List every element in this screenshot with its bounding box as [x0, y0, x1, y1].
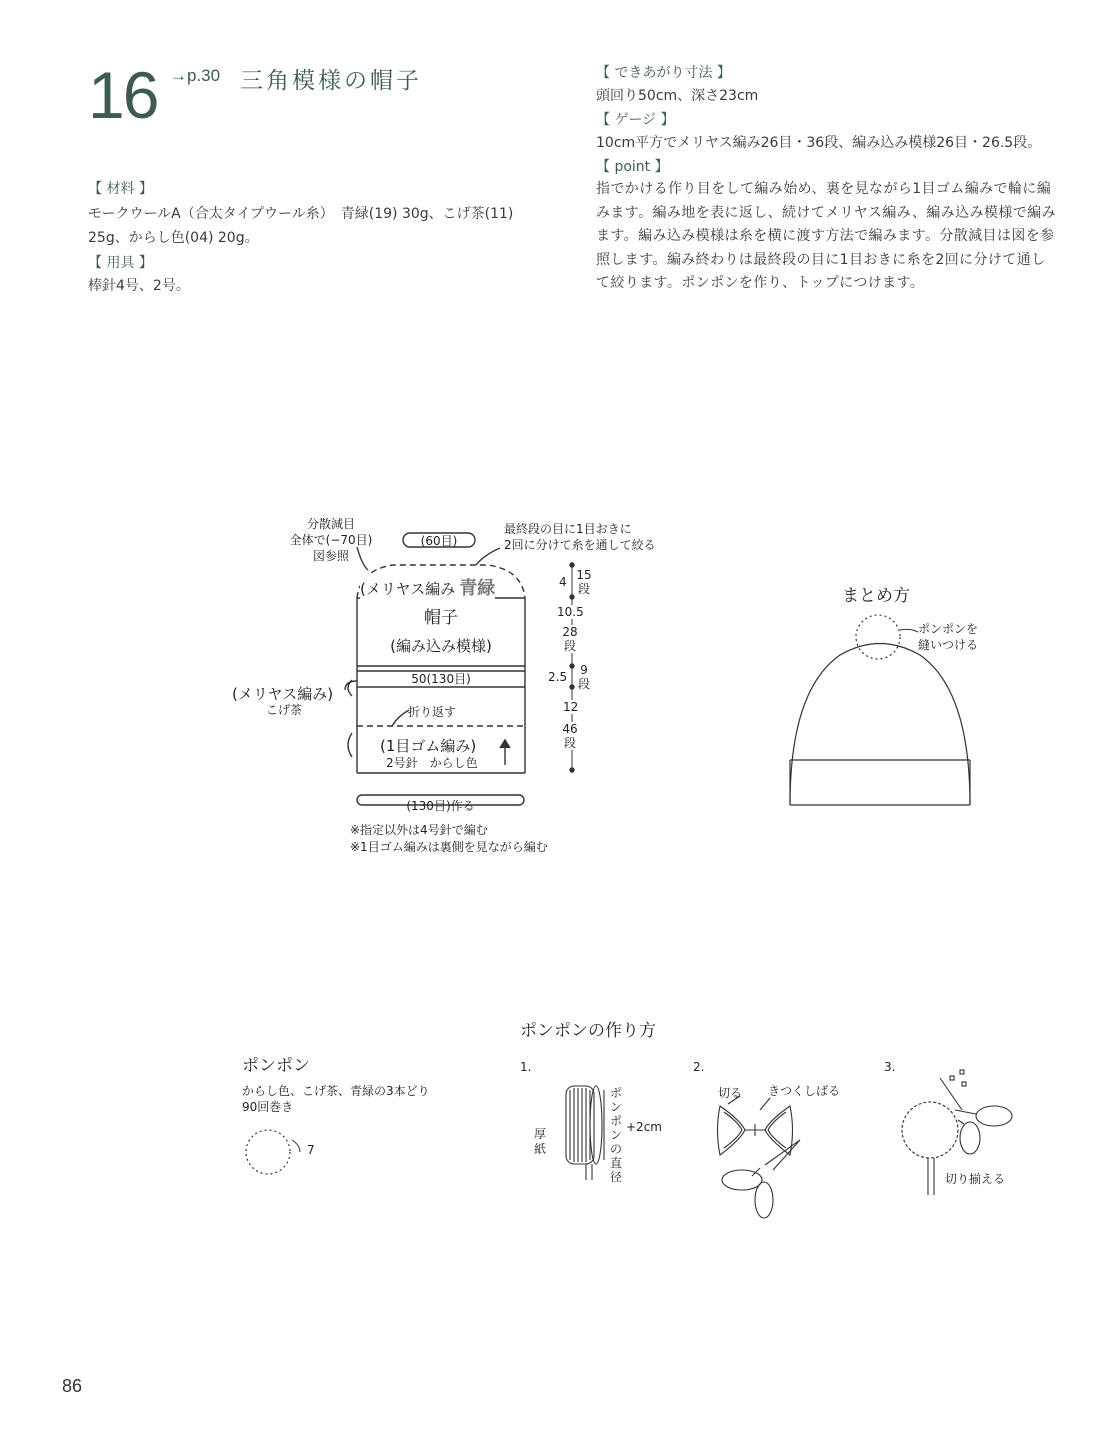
pompom-desc-line: からし色、こげ茶、青緑の3本どり	[242, 1084, 430, 1098]
dim-rows	[576, 663, 592, 691]
hat-title: 帽子	[424, 608, 458, 628]
size-heading: 【 できあがり寸法 】	[596, 65, 731, 81]
note-line: ※1目ゴム編みは裏側を見ながら編む	[350, 840, 548, 854]
diameter-char: ン	[609, 1128, 622, 1142]
pompom-desc	[242, 1083, 430, 1115]
tools-text: 棒針4号、2号。	[88, 278, 190, 294]
note-line: ※指定以外は4号針で編む	[350, 823, 488, 837]
top-stitch-count: (60目)	[420, 534, 458, 548]
diameter-char: ポ	[609, 1086, 622, 1100]
assembly-title: まとめ方	[842, 586, 910, 606]
step-number: 2.	[693, 1060, 705, 1074]
page-reference: →p.30	[170, 66, 221, 85]
diameter-char: 直	[609, 1156, 622, 1170]
size-text: 頭回り50cm、深さ23cm	[596, 88, 759, 104]
dim-cm: 12	[563, 700, 579, 714]
finish-note-line: 最終段の目に1目おきに	[504, 522, 632, 536]
materials-line: モークウールA（合太タイプウール糸） 青緑(19) 30g、こげ茶(11)	[88, 206, 514, 222]
dim-rows	[576, 568, 592, 596]
materials-heading: 【 材料 】	[88, 181, 153, 197]
decrease-note-line: 図参照	[312, 549, 349, 563]
decrease-note-line: 全体で(−70目)	[289, 533, 373, 547]
band-label: (メリヤス編み)	[232, 685, 334, 703]
pompom-desc-line: 90回巻き	[242, 1100, 294, 1114]
diameter-char: 径	[609, 1170, 622, 1184]
dim-cm: 10.5	[557, 605, 584, 619]
pompom-size: 7	[307, 1143, 315, 1157]
step-number: 1.	[520, 1060, 532, 1074]
cardboard-label	[534, 1127, 546, 1157]
dim-cm: 4	[559, 575, 567, 589]
body-pattern: (編み込み模様)	[390, 637, 492, 655]
fold-label: 折り返す	[408, 705, 457, 719]
step-number: 3.	[884, 1060, 896, 1074]
dim-rows-unit: 段	[577, 677, 590, 691]
point-line: みます。編み地を表に返し、続けてメリヤス編み、編み込み模様で編み	[596, 204, 1056, 221]
point-line: 指でかける作り目をして編み始め、裏を見ながら1目ゴム編みで輪に編	[596, 181, 1052, 197]
finish-note	[504, 521, 656, 553]
pattern-title: 三角模様の帽子	[240, 68, 422, 94]
dim-rows-value: 15	[576, 568, 592, 582]
gauge-heading: 【 ゲージ 】	[596, 112, 675, 128]
cut-label: 切る	[718, 1086, 743, 1100]
dim-rows-value: 46	[562, 722, 578, 736]
assembly-note-line: ポンポンを	[918, 622, 979, 636]
tie-label: きつくしばる	[768, 1084, 841, 1098]
band-color: こげ茶	[266, 703, 303, 717]
diagram-notes	[350, 822, 548, 856]
pompom-section-title: ポンポンの作り方	[520, 1021, 656, 1041]
top-band-text: (メリヤス編み	[360, 580, 456, 598]
cardboard-char: 紙	[534, 1142, 547, 1156]
decrease-note	[276, 516, 386, 564]
dim-rows	[562, 625, 578, 653]
diameter-char: の	[609, 1142, 622, 1156]
materials-line: 25g、からし色(04) 20g。	[88, 230, 259, 246]
point-line: ます。編み込み模様は糸を横に渡す方法で編みます。分散減目は図を参	[596, 228, 1055, 245]
assembly-note-line: 縫いつける	[918, 638, 979, 652]
dim-rows	[562, 722, 578, 750]
dim-rows-unit: 段	[563, 639, 576, 653]
diameter-label	[609, 1086, 623, 1184]
dim-rows-value: 9	[580, 663, 588, 677]
dim-rows-value: 28	[562, 625, 578, 639]
assembly-note	[918, 621, 978, 653]
cardboard-char: 厚	[534, 1127, 547, 1141]
tools-heading: 【 用具 】	[88, 255, 153, 271]
dim-rows-unit: 段	[563, 736, 576, 750]
dim-cm: 2.5	[548, 670, 568, 684]
decrease-note-line: 分散減目	[306, 517, 355, 531]
rib-detail: 2号針 からし色	[386, 756, 478, 770]
gauge-text: 10cm平方でメリヤス編み26目・36段、編み込み模様26目・26.5段。	[596, 135, 1042, 151]
pompom-title: ポンポン	[242, 1056, 310, 1076]
dim-rows-unit: 段	[577, 582, 590, 596]
diameter-char: ン	[609, 1100, 622, 1114]
point-heading: 【 point 】	[596, 159, 669, 175]
finish-note-line: 2回に分けて糸を通して絞る	[504, 538, 656, 552]
page-number: 86	[62, 1376, 83, 1396]
point-line: て絞ります。ポンポンを作り、トップにつけます。	[596, 275, 925, 292]
top-band-color: 青緑	[459, 578, 496, 599]
top-band-label	[360, 574, 495, 600]
cast-on-label: (130目)作る	[406, 799, 475, 813]
diameter-char: ポ	[609, 1114, 622, 1128]
rib-label: (1目ゴム編み)	[380, 737, 477, 755]
trim-label: 切り揃える	[945, 1172, 1006, 1186]
pattern-number: 16	[88, 58, 158, 132]
diameter-plus: +2cm	[626, 1120, 662, 1134]
width-label: 50(130目)	[411, 672, 471, 686]
point-line: 照します。編み終わりは最終段の目に1目おきに糸を2回に分けて通し	[596, 251, 1046, 268]
